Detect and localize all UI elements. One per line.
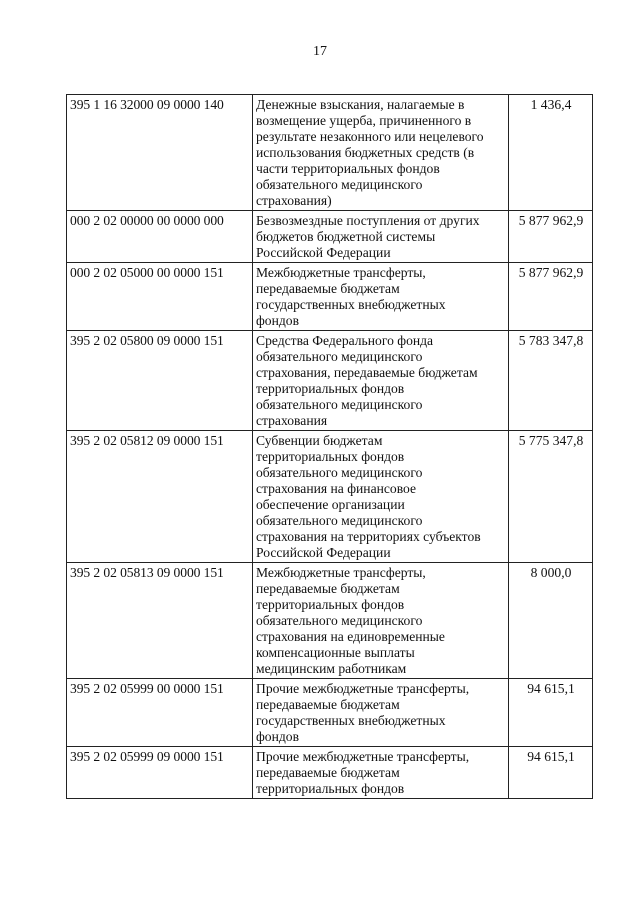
description-line: страхования на территориях субъектов <box>256 529 481 544</box>
table-row <box>67 431 593 563</box>
budget-code-cell: 395 2 02 05999 09 0000 151 <box>67 747 253 799</box>
amount-cell: 94 615,1 <box>509 747 593 799</box>
description-line: Российской Федерации <box>256 545 391 560</box>
description-line: использования бюджетных средств (в <box>256 145 475 160</box>
table-row <box>67 679 593 747</box>
description-line: Межбюджетные трансферты, <box>256 265 426 280</box>
description-line: территориальных фондов <box>256 449 405 464</box>
amount-cell: 5 877 962,9 <box>509 263 593 331</box>
description-line: обязательного медицинского <box>256 465 423 480</box>
description-line: возмещение ущерба, причиненного в <box>256 113 472 128</box>
description-line: государственных внебюджетных <box>256 297 446 312</box>
description-line: фондов <box>256 729 300 744</box>
budget-code-cell: 000 2 02 00000 00 0000 000 <box>67 211 253 263</box>
amount-cell: 5 877 962,9 <box>509 211 593 263</box>
description-cell <box>253 211 509 263</box>
table-row <box>67 747 593 799</box>
description-line: обязательного медицинского <box>256 613 423 628</box>
description-line: обязательного медицинского <box>256 177 423 192</box>
description-line: компенсационные выплаты <box>256 645 415 660</box>
amount-cell: 8 000,0 <box>509 563 593 679</box>
description-line: Прочие межбюджетные трансферты, <box>256 749 470 764</box>
table-row <box>67 95 593 211</box>
description-line: обязательного медицинского <box>256 513 423 528</box>
budget-code-cell: 395 2 02 05800 09 0000 151 <box>67 331 253 431</box>
description-line: обеспечение организации <box>256 497 405 512</box>
budget-code-cell: 395 2 02 05813 09 0000 151 <box>67 563 253 679</box>
budget-code-cell: 395 2 02 05999 00 0000 151 <box>67 679 253 747</box>
amount-cell: 5 775 347,8 <box>509 431 593 563</box>
description-line: передаваемые бюджетам <box>256 765 400 780</box>
description-cell <box>253 431 509 563</box>
description-line: передаваемые бюджетам <box>256 697 400 712</box>
description-line: страхования, передаваемые бюджетам <box>256 365 478 380</box>
description-line: фондов <box>256 313 300 328</box>
description-line: Межбюджетные трансферты, <box>256 565 426 580</box>
description-line: передаваемые бюджетам <box>256 581 400 596</box>
table-row <box>67 331 593 431</box>
amount-cell: 94 615,1 <box>509 679 593 747</box>
page-number: 17 <box>313 44 327 59</box>
description-cell <box>253 95 509 211</box>
budget-code-cell: 000 2 02 05000 00 0000 151 <box>67 263 253 331</box>
budget-code-cell: 395 2 02 05812 09 0000 151 <box>67 431 253 563</box>
description-line: Безвозмездные поступления от других <box>256 213 480 228</box>
description-line: Российской Федерации <box>256 245 391 260</box>
description-line: территориальных фондов <box>256 781 405 796</box>
description-line: Средства Федерального фонда <box>256 333 434 348</box>
description-cell <box>253 563 509 679</box>
table-row <box>67 211 593 263</box>
description-line: страхования) <box>256 193 332 208</box>
description-cell <box>253 747 509 799</box>
description-line: Денежные взыскания, налагаемые в <box>256 97 465 112</box>
description-line: части территориальных фондов <box>256 161 440 176</box>
description-line: обязательного медицинского <box>256 349 423 364</box>
description-cell <box>253 679 509 747</box>
description-cell <box>253 263 509 331</box>
description-line: результате незаконного или нецелевого <box>256 129 484 144</box>
description-line: страхования на финансовое <box>256 481 417 496</box>
description-line: территориальных фондов <box>256 597 405 612</box>
description-line: бюджетов бюджетной системы <box>256 229 436 244</box>
description-line: обязательного медицинского <box>256 397 423 412</box>
description-line: Прочие межбюджетные трансферты, <box>256 681 470 696</box>
amount-cell: 5 783 347,8 <box>509 331 593 431</box>
table-row <box>67 563 593 679</box>
description-line: страхования на единовременные <box>256 629 445 644</box>
description-line: Субвенции бюджетам <box>256 433 383 448</box>
description-line: медицинским работникам <box>256 661 407 676</box>
description-line: государственных внебюджетных <box>256 713 446 728</box>
description-line: территориальных фондов <box>256 381 405 396</box>
budget-revenue-table <box>66 94 593 799</box>
description-line: страхования <box>256 413 328 428</box>
table-body <box>67 95 593 799</box>
amount-cell: 1 436,4 <box>509 95 593 211</box>
budget-code-cell: 395 1 16 32000 09 0000 140 <box>67 95 253 211</box>
table-row <box>67 263 593 331</box>
description-cell <box>253 331 509 431</box>
description-line: передаваемые бюджетам <box>256 281 400 296</box>
